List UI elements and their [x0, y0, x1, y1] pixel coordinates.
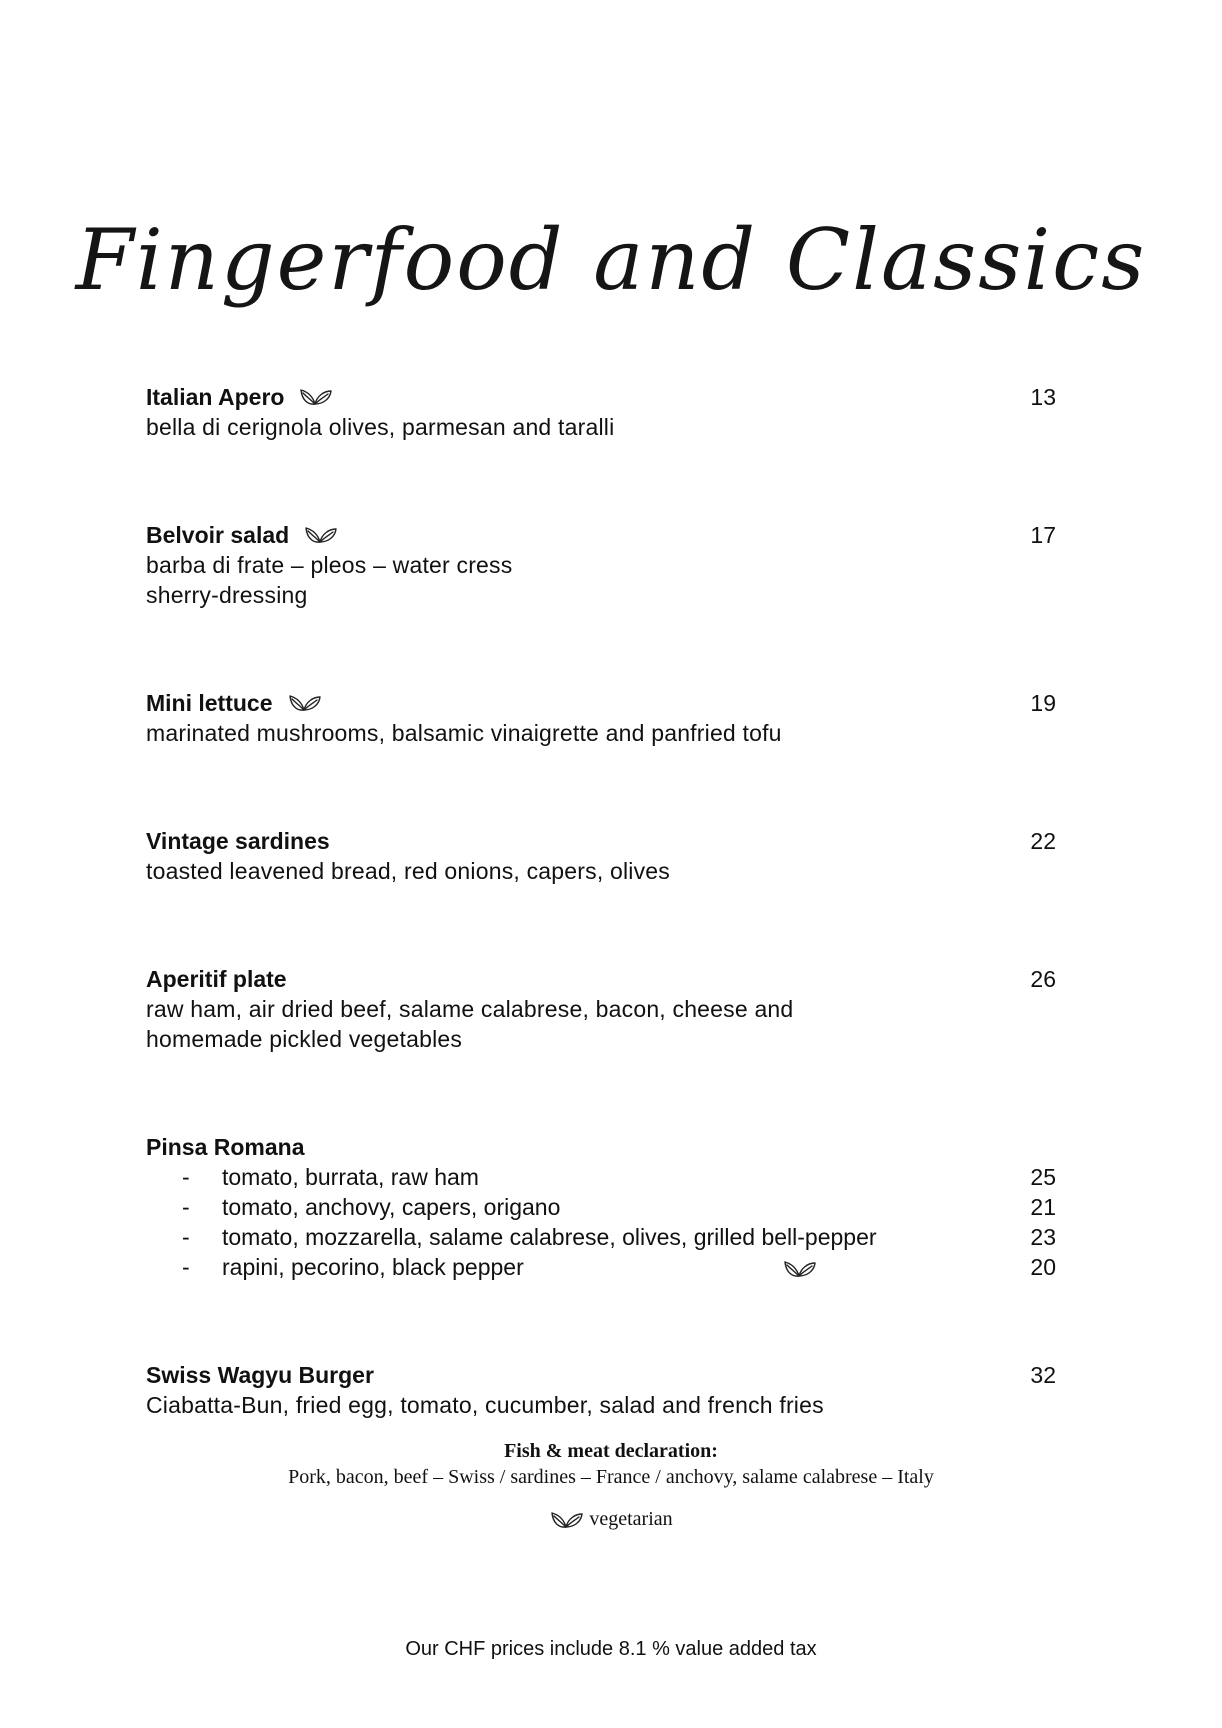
- menu-item: [146, 964, 1056, 1054]
- variant-dash: -: [182, 1223, 190, 1250]
- menu-item-description: barba di frate – pleos – water cress: [146, 552, 513, 578]
- menu-item-price: 17: [1030, 521, 1056, 548]
- menu-item: [146, 520, 1056, 610]
- variant-text-label: rapini, pecorino, black pepper: [222, 1253, 524, 1280]
- menu-item-name: [146, 1134, 305, 1161]
- menu-item: [146, 1360, 1056, 1420]
- variant-text: [222, 1164, 1016, 1191]
- variant-price: 21: [1030, 1193, 1056, 1220]
- menu-title: Fingerfood and Classics: [75, 211, 1147, 310]
- menu-item: [146, 1132, 1056, 1282]
- menu-variant: [146, 1252, 1056, 1282]
- vegetarian-legend-label: vegetarian: [589, 1508, 673, 1530]
- leaf-icon: [782, 1258, 818, 1280]
- variant-dash: -: [182, 1253, 190, 1280]
- menu-item: [146, 826, 1056, 886]
- declaration-title: Fish & meat declaration:: [504, 1440, 718, 1462]
- menu-item-description: bella di cerignola olives, parmesan and taralli: [146, 414, 615, 440]
- variant-text: [222, 1254, 1016, 1281]
- menu-item-name-text: Belvoir salad: [146, 521, 290, 548]
- menu-item-name-text: Swiss Wagyu Burger: [146, 1361, 374, 1388]
- menu-item-description: marinated mushrooms, balsamic vinaigrette and panfried tofu: [146, 720, 782, 746]
- vegetarian-legend: [0, 1508, 1222, 1531]
- leaf-icon: [287, 692, 323, 714]
- menu-item-name-text: Aperitif plate: [146, 965, 287, 992]
- menu-item-description: Ciabatta-Bun, fried egg, tomato, cucumber, salad and french fries: [146, 1392, 824, 1418]
- menu-item-name-text: Mini lettuce: [146, 689, 273, 716]
- menu-item-price: 22: [1030, 827, 1056, 854]
- variant-text: [222, 1194, 1016, 1221]
- fish-meat-declaration: [0, 1438, 1222, 1490]
- variant-text-label: tomato, burrata, raw ham: [222, 1163, 479, 1190]
- menu-item-description: toasted leavened bread, red onions, capers, olives: [146, 858, 670, 884]
- menu-item-name: [146, 690, 323, 717]
- declaration-text: Pork, bacon, beef – Swiss / sardines – France / anchovy, salame calabrese – Italy: [288, 1466, 934, 1488]
- menu-item: [146, 382, 1056, 442]
- variant-price: 20: [1030, 1253, 1056, 1280]
- leaf-icon: [303, 524, 339, 546]
- menu-item-price: 32: [1030, 1361, 1056, 1388]
- menu-item-price: 26: [1030, 965, 1056, 992]
- menu-item-price: 19: [1030, 689, 1056, 716]
- menu-list: [146, 382, 1056, 1420]
- variant-dash: -: [182, 1193, 190, 1220]
- menu-item-name: [146, 384, 334, 411]
- menu-item-name: [146, 828, 330, 855]
- menu-variant: [146, 1222, 1056, 1252]
- variant-dash: -: [182, 1163, 190, 1190]
- menu-item-name: [146, 1362, 374, 1389]
- menu-item-description: raw ham, air dried beef, salame calabrese, bacon, cheese and: [146, 996, 794, 1022]
- variant-text-label: tomato, anchovy, capers, origano: [222, 1193, 561, 1220]
- leaf-icon: [298, 386, 334, 408]
- leaf-icon: [549, 1509, 585, 1531]
- menu-variant: [146, 1192, 1056, 1222]
- variant-text: [222, 1224, 1016, 1251]
- menu-variant: [146, 1162, 1056, 1192]
- variant-price: 23: [1030, 1223, 1056, 1250]
- tax-note: Our CHF prices include 8.1 % value added tax: [405, 1638, 817, 1660]
- menu-item-name: [146, 522, 339, 549]
- menu-item-name: [146, 966, 287, 993]
- menu-item-price: 13: [1030, 383, 1056, 410]
- variant-price: 25: [1030, 1163, 1056, 1190]
- menu-item-description: sherry-dressing: [146, 582, 308, 608]
- menu-item-description: homemade pickled vegetables: [146, 1026, 463, 1052]
- menu-item-name-text: Pinsa Romana: [146, 1133, 305, 1160]
- variant-text-label: tomato, mozzarella, salame calabrese, olives, grilled bell-pepper: [222, 1223, 877, 1250]
- menu-item-name-text: Vintage sardines: [146, 827, 330, 854]
- menu-item: [146, 688, 1056, 748]
- menu-item-name-text: Italian Apero: [146, 383, 285, 410]
